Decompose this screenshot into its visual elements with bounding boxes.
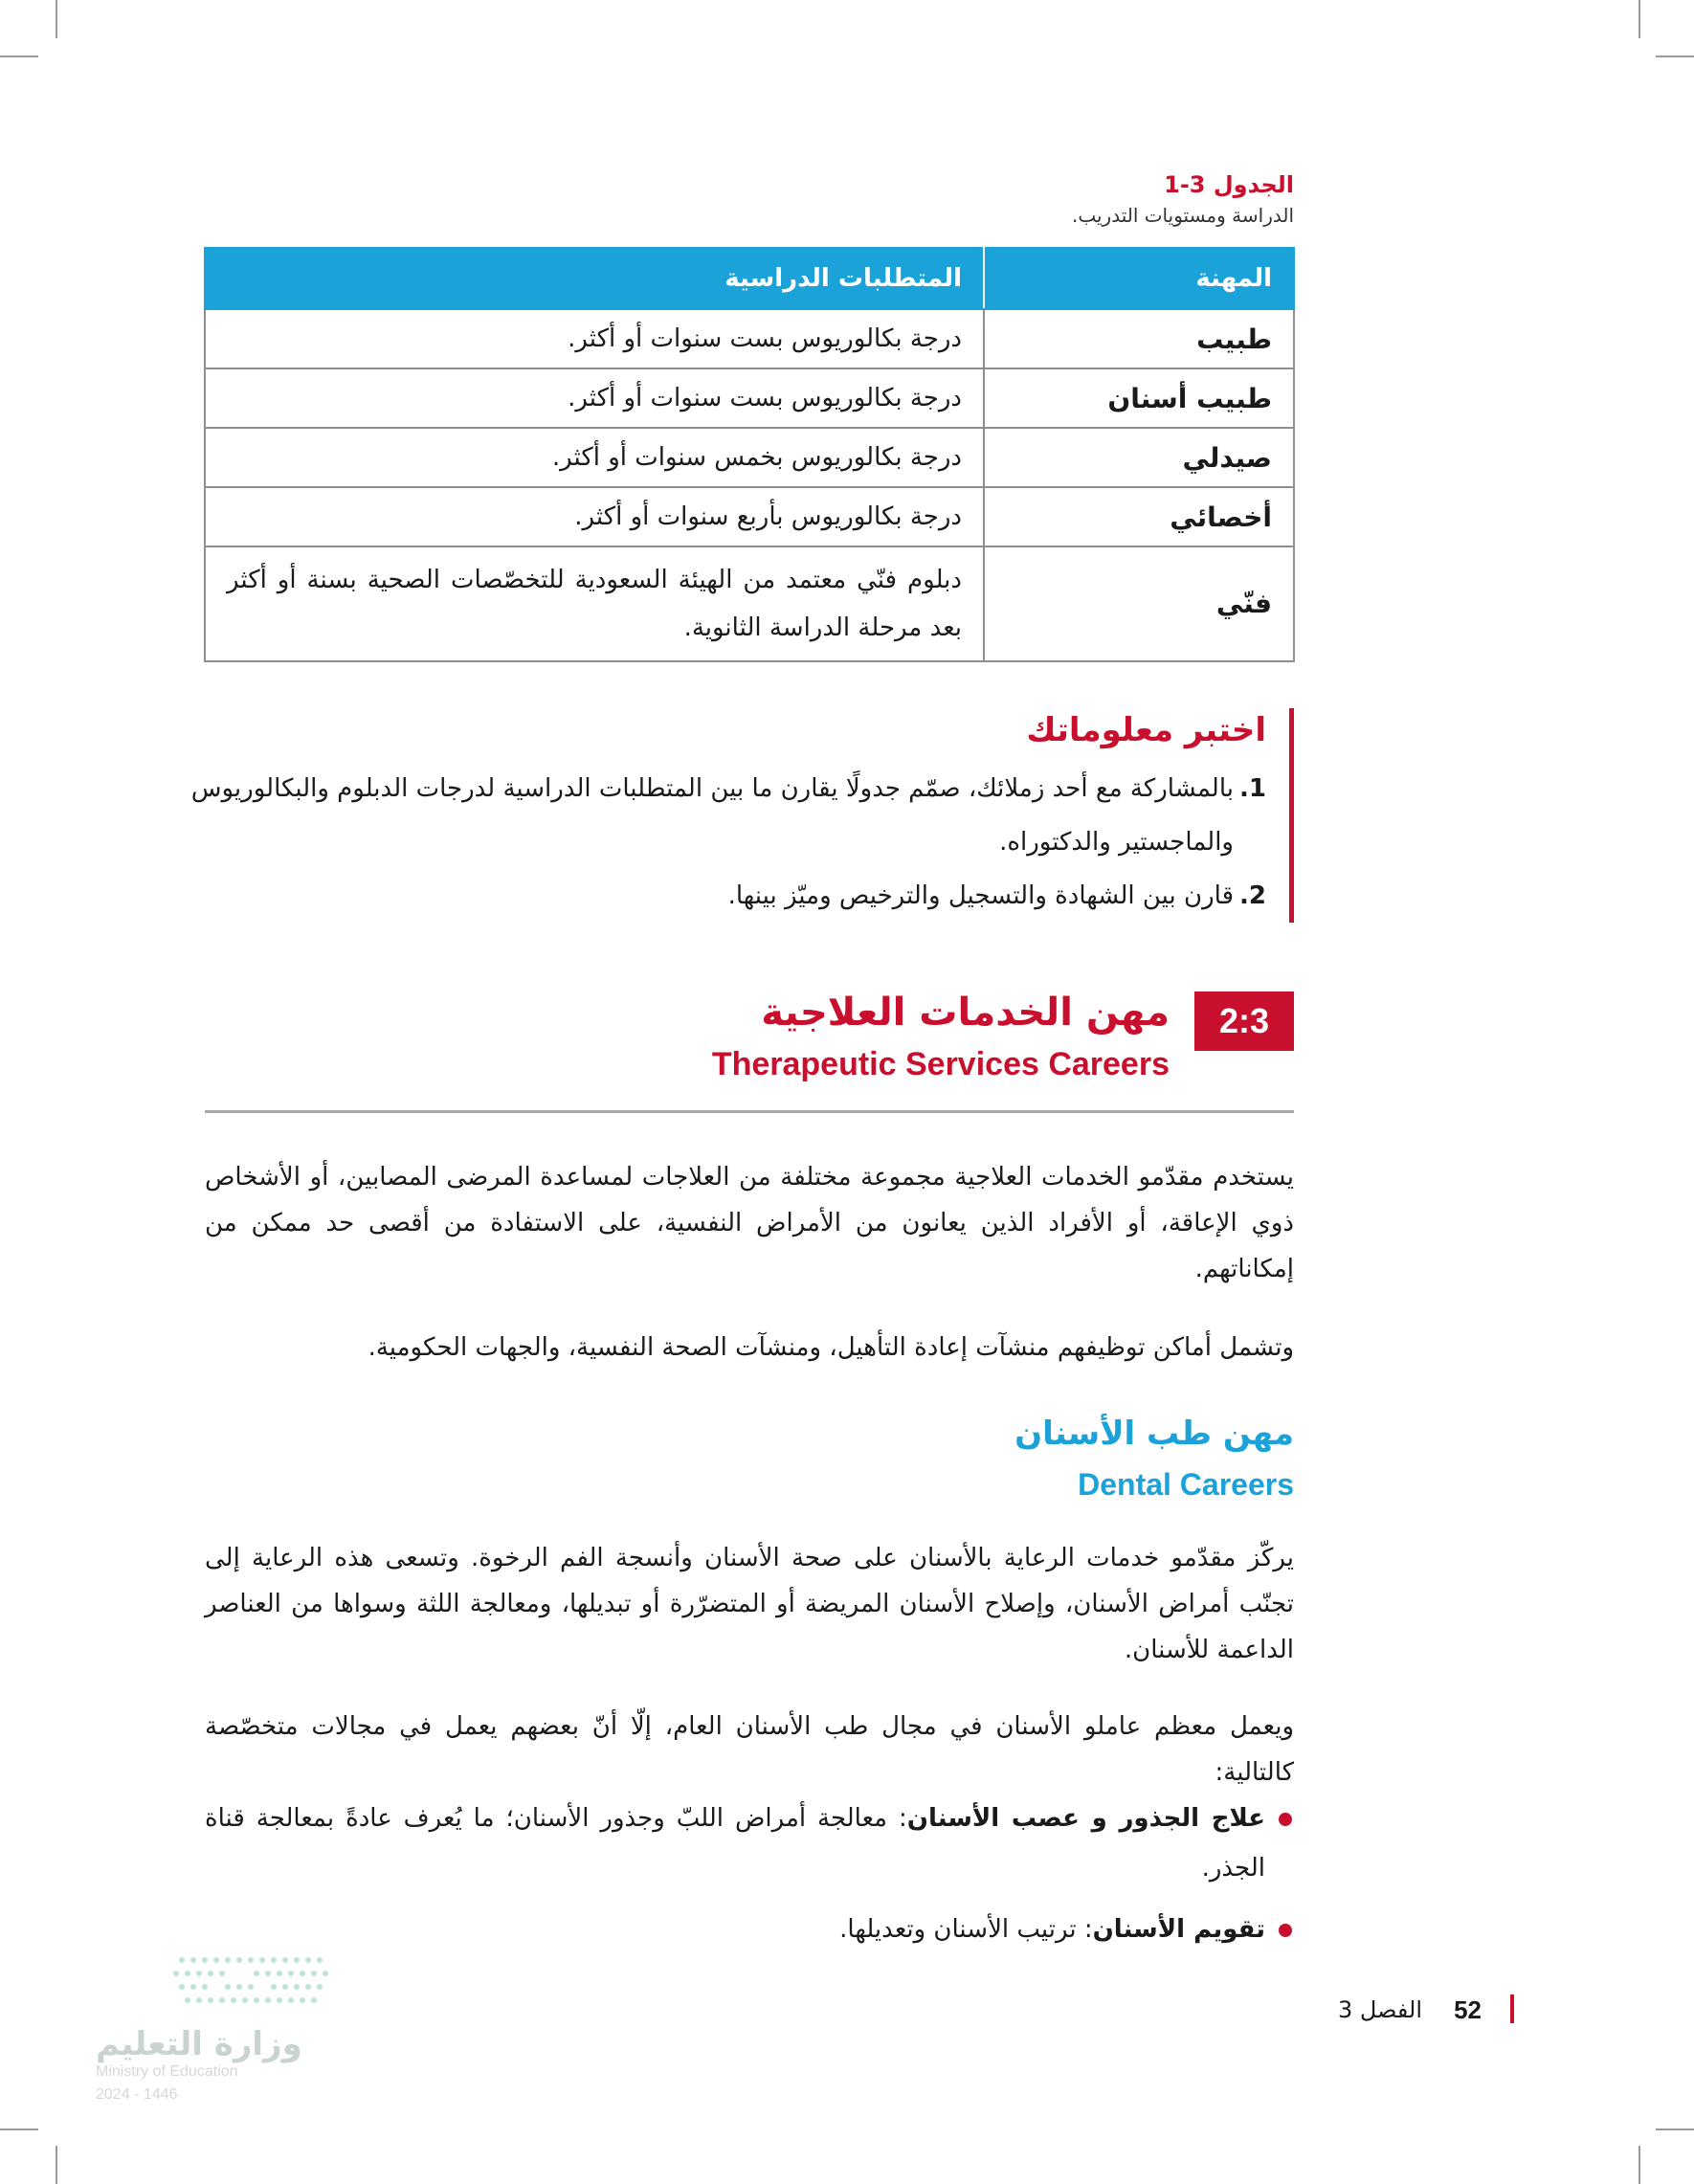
section-paragraph-1: يستخدم مقدّمو الخدمات العلاجية مجموعة مختلفة من العلاجات لمساعدة المرضى المصابين، أو الأشخاص ذوي الإعاقة، أو الأفراد الذين يعانون من الأمراض النفسية، على الاستفادة من أقصى حد ممكن من إمكاناتهم. [205, 1163, 1294, 1283]
section-number-badge: 2:3 [1194, 992, 1294, 1051]
requirements-table [204, 247, 1295, 662]
dental-paragraph-2: ويعمل معظم عاملو الأسنان في مجال طب الأسنان العام، إلّا أنّ بعضهم يعمل في مجالات متخصّصة كالتالية: [205, 1712, 1294, 1787]
logo-name-english: Ministry of Education [96, 2063, 238, 2080]
cell-requirement: درجة بكالوريوس بخمس سنوات أو أكثر. [205, 428, 984, 487]
bullet-term: تقويم الأسنان [1092, 1915, 1265, 1944]
section-title-english: Therapeutic Services Careers [711, 1046, 1170, 1082]
table-header-row [205, 248, 1294, 309]
bullet-description: : ترتيب الأسنان وتعديلها. [839, 1915, 1093, 1944]
table-row [205, 546, 1294, 661]
logo-dots-icon [92, 1952, 341, 2019]
table-caption [1072, 168, 1294, 230]
table-caption-title: الجدول 3-1 [1164, 171, 1294, 198]
quiz-item [156, 762, 1266, 869]
crop-mark [56, 2146, 57, 2184]
quiz-title: اختبر معلوماتك [1026, 711, 1266, 749]
page-number: 52 [1454, 1995, 1482, 2024]
logo-year: 2024 - 1446 [96, 2086, 178, 2103]
bullet-term: علاج الجذور و عصب الأسنان [906, 1804, 1265, 1833]
bullet-description: : معالجة أمراض اللبّ وجذور الأسنان؛ ما يُعرف عادةً بمعالجة قناة الجذر. [205, 1804, 1265, 1883]
quiz-item-number: 1. [1239, 774, 1266, 803]
cell-requirement: درجة بكالوريوس بأربع سنوات أو أكثر. [205, 487, 984, 546]
table-row [205, 487, 1294, 546]
crop-mark [0, 56, 38, 57]
crop-mark [1638, 0, 1640, 38]
section-title-arabic: مهن الخدمات العلاجية [761, 991, 1170, 1035]
dental-specialties-list [205, 1794, 1294, 1966]
crop-mark [1656, 2128, 1694, 2130]
header-profession: المهنة [984, 248, 1294, 309]
dental-title-arabic: مهن طب الأسنان [1014, 1415, 1294, 1453]
table-row [205, 428, 1294, 487]
cell-profession: أخصائي [984, 487, 1294, 546]
crop-mark [1656, 56, 1694, 57]
cell-profession: صيدلي [984, 428, 1294, 487]
logo-name-arabic: وزارة التعليم [96, 2025, 302, 2063]
crop-mark [0, 2128, 38, 2130]
quiz-item-number: 2. [1239, 881, 1266, 910]
list-item [205, 1794, 1294, 1893]
cell-profession: طبيب أسنان [984, 368, 1294, 428]
dental-paragraph-1: يركّز مقدّمو خدمات الرعاية بالأسنان على صحة الأسنان وأنسجة الفم الرخوة. وتسعى هذه الرعاية إلى تجنّب أمراض الأسنان، وإصلاح الأسنان المريضة أو المتضرّرة أو تبديلها، ومعالجة اللثة وسواها من العناصر الداعمة للأسنان. [205, 1544, 1294, 1664]
quiz-item-text: قارن بين الشهادة والتسجيل والترخيص وميّز بينها. [727, 881, 1234, 910]
ministry-logo [92, 1952, 341, 2125]
table-row [205, 368, 1294, 428]
quiz-item-text: بالمشاركة مع أحد زملائك، صمّم جدولًا يقارن ما بين المتطلبات الدراسية لدرجات الدبلوم والبكالوريوس والماجستير والدكتوراه. [190, 774, 1234, 857]
cell-profession: فنّي [984, 546, 1294, 661]
cell-profession: طبيب [984, 309, 1294, 368]
list-item [205, 1905, 1294, 1954]
section-divider [205, 1110, 1294, 1113]
crop-mark [56, 0, 57, 38]
table-caption-subtitle: الدراسة ومستويات التدريب. [1071, 204, 1294, 227]
page-footer [1292, 1991, 1579, 2029]
crop-mark [1638, 2146, 1640, 2184]
table-row [205, 309, 1294, 368]
cell-requirement: درجة بكالوريوس بست سنوات أو أكثر. [205, 309, 984, 368]
cell-requirement: درجة بكالوريوس بست سنوات أو أكثر. [205, 368, 984, 428]
section-paragraph-2: وتشمل أماكن توظيفهم منشآت إعادة التأهيل، ومنشآت الصحة النفسية، والجهات الحكومية. [368, 1333, 1294, 1362]
cell-requirement: دبلوم فنّي معتمد من الهيئة السعودية للتخصّصات الصحية بسنة أو أكثر بعد مرحلة الدراسة الثانوية. [205, 546, 984, 661]
header-requirements: المتطلبات الدراسية [205, 248, 984, 309]
chapter-label: الفصل 3 [1337, 1996, 1422, 2023]
quiz-item [156, 869, 1266, 923]
test-your-knowledge [156, 708, 1294, 923]
dental-title-english: Dental Careers [1078, 1467, 1294, 1502]
footer-divider [1510, 1995, 1514, 2023]
